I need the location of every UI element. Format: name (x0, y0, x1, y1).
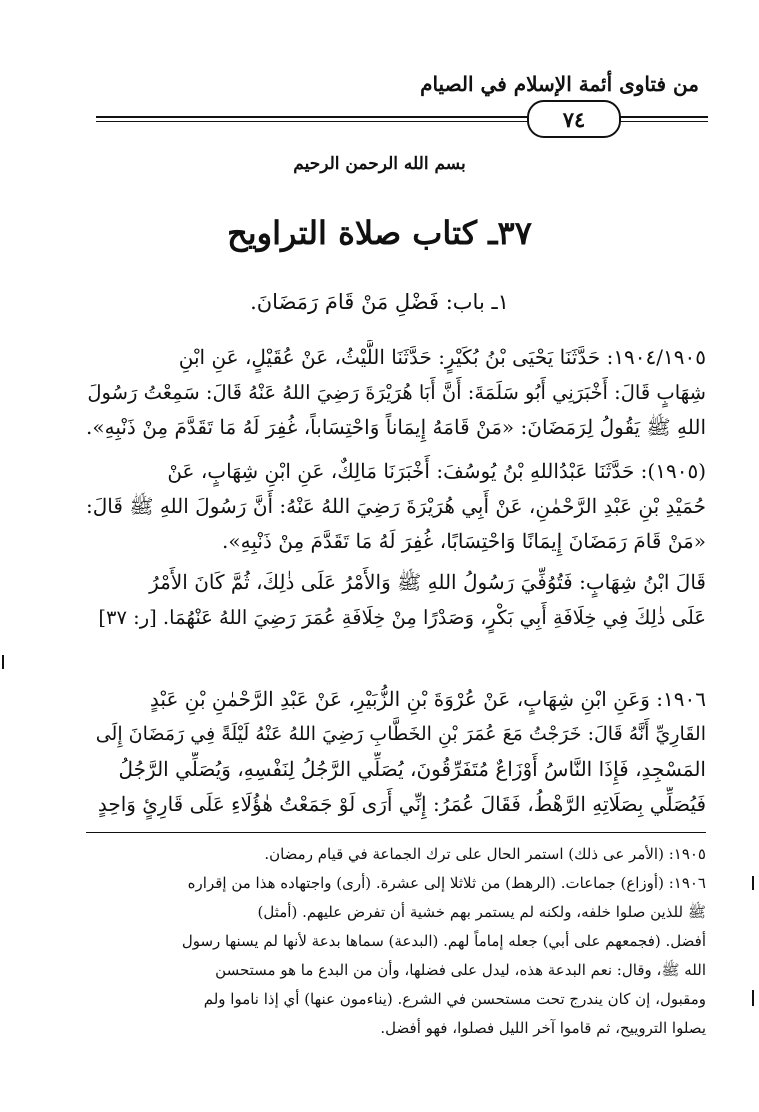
text-line: عَلَى ذٰلِكَ فِي خِلَافَةِ أَبِي بَكْرٍ، وَصَدْرًا مِنْ خِلَافَةِ عُمَرَ رَضِيَ اللهُ عَنْهُمَا. [ر: ٣٧] (98, 606, 706, 629)
text-line: فَيُصَلِّي بِصَلَاتِهِ الرَّهْطُ، فَقَالَ عُمَرُ: إِنِّي أَرَى لَوْ جَمَعْتُ هٰؤُلَاءِ عَلَى قَارِئٍ وَاحِدٍ (97, 792, 706, 816)
text-line: قَالَ ابْنُ شِهَابٍ: فَتُوُفِّيَ رَسُولُ اللهِ ﷺ وَالأَمْرُ عَلَى ذٰلِكَ، ثُمَّ كَانَ الأَمْرُ (149, 570, 706, 594)
text-line: اللهِ ﷺ يَقُولُ لِرَمَضَانَ: «مَنْ قَامَهُ إِيمَاناً وَاحْتِسَاباً، غُفِرَ لَهُ مَا تَقَدَّمَ مِنْ ذَنْبِهِ». (86, 415, 706, 439)
footnote-line: الله ﷺ، وقال: نعم البدعة هذه، ليدل على فضلها، وأن من البدع ما هو مستحسن (215, 961, 706, 979)
footnote-line: ومقبول، إن كان يندرج تحت مستحسن في الشرع. (يناءمون عنها) أي إذا ناموا ولم (203, 990, 706, 1008)
scan-edge-mark (752, 876, 754, 890)
hadith-paragraph (86, 340, 706, 445)
scan-edge-mark (2, 655, 4, 669)
footnote-line: أفضل. (فجمعهم على أبي) جعله إماماً لهم. (البدعة) سماها بدعة لأنها لم يسنها رسول (181, 932, 706, 950)
footnote-line: ١٩٠٥: (الأمر عى ذلك) استمر الحال على ترك الجماعة في قيام رمضان. (264, 845, 706, 863)
footnote-line: ﷺ للذين صلوا خلفه، ولكنه لم يستمر بهم خشية أن تفرض عليهم. (أمثل) (257, 903, 706, 921)
hadith-paragraph (86, 682, 706, 822)
text-line: المَسْجِدِ، فَإِذَا النَّاسُ أَوْزَاعٌ مُتَفَرِّقُونَ، يُصَلِّي الرَّجُلُ لِنَفْسِهِ، وَيُصَلِّي الرَّجُلُ (118, 757, 706, 781)
book-title: ٣٧ـ كتاب صلاة التراويح (227, 214, 532, 252)
footnote-divider (86, 832, 706, 833)
page-number: ٧٤ (527, 100, 621, 138)
running-header-title: من فتاوى أئمة الإسلام في الصيام (420, 72, 699, 96)
text-line: القَارِيِّ أَنَّهُ قَالَ: خَرَجْتُ مَعَ عُمَرَ بْنِ الخَطَّابِ رَضِيَ اللهُ عَنْهُ لَيْلَةً فِي رَمَضَانَ إِلَى (95, 723, 706, 745)
chapter-heading: ١ـ باب: فَضْلِ مَنْ قَامَ رَمَضَانَ. (250, 290, 509, 314)
header-rule-left (96, 116, 528, 118)
text-line: ١٩٠٦: وَعَنِ ابْنِ شِهَابٍ، عَنْ عُرْوَةَ بْنِ الزُّبَيْرِ، عَنْ عَبْدِ الرَّحْمٰنِ بْنِ عَبْدٍ (149, 687, 706, 711)
text-line: «مَنْ قَامَ رَمَضَانَ إِيمَانًا وَاحْتِسَابًا، غُفِرَ لَهُ مَا تَقَدَّمَ مِنْ ذَنْبِهِ». (222, 529, 706, 553)
hadith-paragraph (86, 565, 706, 635)
basmala: بسم الله الرحمن الرحيم (293, 154, 466, 174)
footnotes (86, 840, 706, 1043)
footnote-line: ١٩٠٦: (أوزاع) جماعات. (الرهط) من ثلاثلا إلى عشرة. (أرى) واجتهاده هذا من إقراره (187, 874, 706, 892)
text-line: ١٩٠٤/١٩٠٥: حَدَّثَنَا يَحْيَى بْنُ بُكَيْرٍ: حَدَّثَنَا اللَّيْثُ، عَنْ عُقَيْلٍ، عَنِ ابْنِ (178, 345, 706, 369)
header-rule-right (616, 116, 708, 118)
text-line: حُمَيْدِ بْنِ عَبْدِ الرَّحْمٰنِ، عَنْ أَبِي هُرَيْرَةَ رَضِيَ اللهُ عَنْهُ: أَنَّ رَسُولَ اللهِ ﷺ قَالَ: (86, 494, 706, 518)
scan-edge-mark (752, 990, 754, 1006)
text-line: شِهَابٍ قَالَ: أَخْبَرَنِي أَبُو سَلَمَةَ: أَنَّ أَبَا هُرَيْرَةَ رَضِيَ اللهُ عَنْهُ قَالَ: سَمِعْتُ رَسُولَ (87, 381, 706, 404)
hadith-paragraph (86, 454, 706, 559)
footnote-line: يصلوا التروييح، ثم قاموا آخر الليل فصلوا، فهو أفضل. (380, 1019, 706, 1037)
text-line: (١٩٠٥): حَدَّثَنَا عَبْدُاللهِ بْنُ يُوسُفَ: أَخْبَرَنَا مَالِكٌ، عَنِ ابْنِ شِهَابٍ، عَنْ (167, 459, 706, 483)
